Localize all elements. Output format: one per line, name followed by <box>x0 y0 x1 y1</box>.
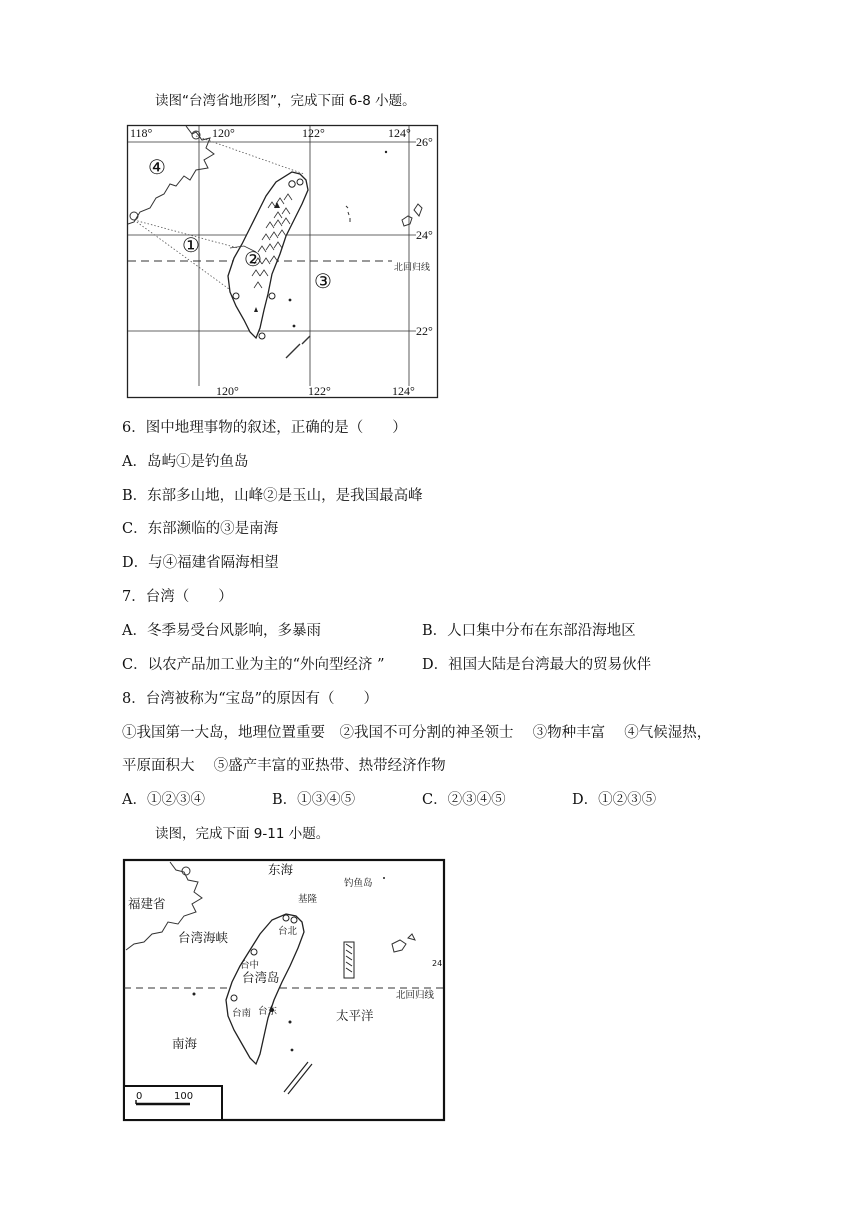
q8-option-a: A．①②③④ <box>122 792 205 808</box>
label-taizhong: 台中 <box>240 960 260 971</box>
lon-label-124: 124° <box>388 126 411 140</box>
q6-option-b: B．东部多山地，山峰②是玉山，是我国最高峰 <box>122 488 423 504</box>
label-tropic: 北回归线 <box>396 990 435 1001</box>
q8-statements-line1: ①我国第一大岛，地理位置重要 ②我国不可分割的神圣领士 ③物种丰富 ④气候湿热， <box>122 725 712 741</box>
lat-label-22: 22° <box>416 324 433 338</box>
label-jilong: 基隆 <box>298 894 318 905</box>
marker-2: ② <box>244 249 262 271</box>
q8-stem: 8．台湾被称为“宝岛”的原因有（ ） <box>122 691 379 707</box>
label-taidong: 台东 <box>258 1006 278 1017</box>
label-pacific: 太平洋 <box>336 1008 374 1023</box>
label-south-sea: 南海 <box>172 1036 198 1051</box>
label-tainan: 台南 <box>232 1008 252 1019</box>
taiwan-location-map <box>122 858 446 1122</box>
intro-text-1: 读图“台湾省地形图”，完成下面 6-8 小题。 <box>155 93 416 109</box>
lat-label-24: 24° <box>416 228 433 242</box>
lon-label-120: 120° <box>212 126 235 140</box>
q6-option-c: C．东部濒临的③是南海 <box>122 521 279 537</box>
q6-stem: 6．图中地理事物的叙述，正确的是（ ） <box>122 420 407 436</box>
label-lat-24: 24 <box>432 959 443 968</box>
lon-label-118: 118° <box>130 126 153 140</box>
taiwan-topographic-map <box>126 124 446 400</box>
q8-option-c: C．②③④⑤ <box>422 792 506 808</box>
q8-option-b: B．①③④⑤ <box>272 792 356 808</box>
lon-bottom-120: 120° <box>216 384 239 398</box>
scale-100: 100 <box>174 1091 194 1102</box>
tropic-label: 北回归线 <box>394 263 431 273</box>
label-east-sea: 东海 <box>268 862 294 877</box>
label-diaoyu: 钓鱼岛 <box>344 878 373 889</box>
marker-4: ④ <box>148 157 166 179</box>
q7-option-b: B．人口集中分布在东部沿海地区 <box>422 623 636 639</box>
scale-zero: 0 <box>136 1091 143 1102</box>
lon-label-122: 122° <box>302 126 325 140</box>
q7-option-c: C．以农产品加工业为主的“外向型经济 ” <box>122 657 385 673</box>
lon-bottom-122: 122° <box>308 384 331 398</box>
lon-bottom-124: 124° <box>392 384 415 398</box>
intro-text-2: 读图，完成下面 9-11 小题。 <box>155 826 330 842</box>
lat-label-26: 26° <box>416 135 433 149</box>
q6-option-d: D．与④福建省隔海相望 <box>122 555 279 571</box>
label-taiwan-island: 台湾岛 <box>242 970 280 985</box>
q7-option-a: A．冬季易受台风影响，多暴雨 <box>122 623 321 639</box>
q8-option-d: D．①②③⑤ <box>572 792 657 808</box>
q6-option-a: A．岛屿①是钓鱼岛 <box>122 454 249 470</box>
q7-option-d: D．祖国大陆是台湾最大的贸易伙伴 <box>422 657 652 673</box>
marker-1: ① <box>182 235 200 257</box>
q8-statements-line2: 平原面积大 ⑤盛产丰富的亚热带、热带经济作物 <box>122 758 446 774</box>
label-taibei: 台北 <box>278 926 298 937</box>
label-strait: 台湾海峡 <box>178 930 229 945</box>
label-fujian: 福建省 <box>128 896 166 911</box>
marker-3: ③ <box>314 271 332 293</box>
q7-stem: 7．台湾（ ） <box>122 589 233 605</box>
